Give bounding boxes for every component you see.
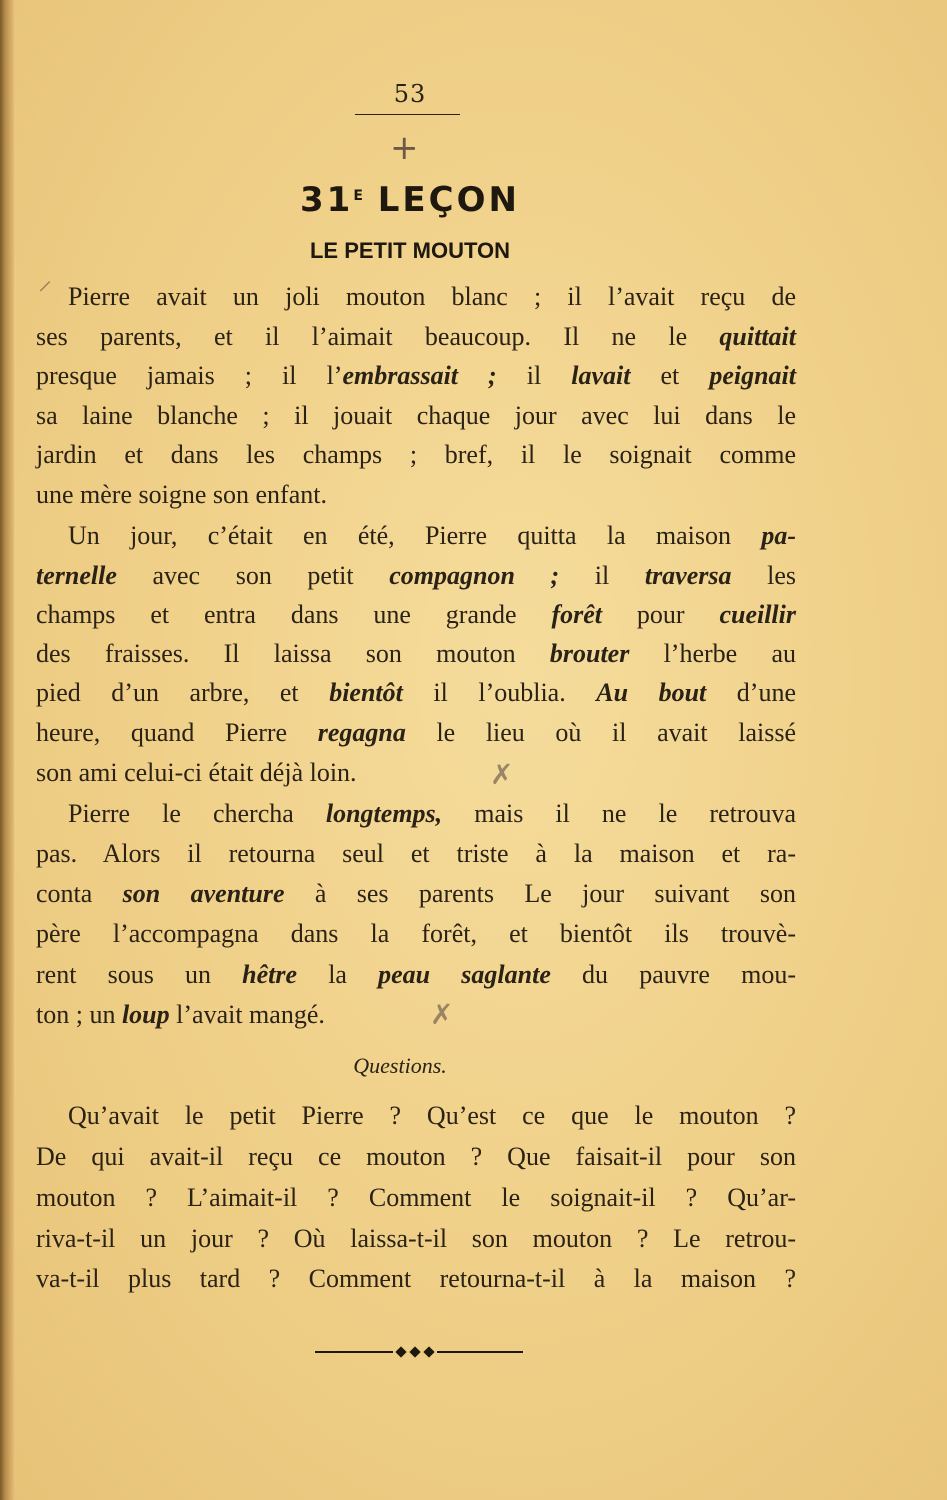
text-line-6: une mère soigne son enfant. [36, 480, 327, 509]
pencil-x-mark-icon: ✗ [430, 998, 454, 1031]
text-line-18: rent sous un hêtre la peau saglante du pauvre mou- [36, 960, 796, 989]
text-line-19: ton ; un loup l’avait mangé. [36, 1000, 325, 1029]
text-line-14: Pierre le chercha longtemps, mais il ne le retrouva [68, 799, 796, 828]
page-number: 53 [393, 80, 427, 108]
text-line-10: des fraisses. Il laissa son mouton brouter l’herbe au [36, 639, 796, 668]
page-number-rule [355, 114, 460, 115]
text-line-16: conta son aventure à ses parents Le jour suivant son [36, 879, 796, 908]
text-line-17: père l’accompagna dans la forêt, et bientôt ils trouvè- [36, 919, 796, 948]
text-line-3: presque jamais ; il l’embrassait ; il lavait et peignait [36, 361, 796, 390]
text-line-15: pas. Alors il retourna seul et triste à la maison et ra- [36, 839, 796, 868]
text-line-9: champs et entra dans une grande forêt pour cueillir [36, 600, 796, 629]
lesson-title: $31^E$ LEÇON [300, 180, 520, 220]
text-line-11: pied d’un arbre, et bientôt il l’oublia. Au bout d’une [36, 678, 796, 707]
lesson-subtitle: LE PETIT MOUTON [309, 238, 511, 263]
text-line-12: heure, quand Pierre regagna le lieu où il avait laissé [36, 718, 796, 747]
question-line-5: va-t-il plus tard ? Comment retourna-t-il à la maison ? [36, 1264, 796, 1293]
text-line-4: sa laine blanche ; il jouait chaque jour avec lui dans le [36, 401, 796, 430]
pencil-cross-mark-icon: + [390, 128, 419, 168]
text-line-5: jardin et dans les champs ; bref, il le soignait comme [36, 440, 796, 469]
text-line-13: son ami celui-ci était déjà loin. [36, 758, 357, 787]
page-binding-edge [0, 0, 14, 1500]
pencil-tick-icon: ⸍ [38, 275, 53, 308]
question-line-3: mouton ? L’aimait-il ? Comment le soignait-il ? Qu’ar- [36, 1183, 796, 1212]
text-line-1: Pierre avait un joli mouton blanc ; il l’avait reçu de [68, 282, 796, 311]
pencil-x-mark-icon: ✗ [490, 758, 514, 791]
text-line-8: ternelle avec son petit compagnon ; il traversa les [36, 561, 796, 590]
questions-heading: Questions. [353, 1053, 447, 1078]
text-line-7: Un jour, c’était en été, Pierre quitta la maison pa- [68, 521, 796, 550]
text-line-2: ses parents, et il l’aimait beaucoup. Il ne le quittait [36, 322, 796, 351]
end-ornament-icon [315, 1349, 523, 1355]
question-line-1: Qu’avait le petit Pierre ? Qu’est ce que le mouton ? [68, 1101, 796, 1130]
question-line-4: riva-t-il un jour ? Où laissa-t-il son mouton ? Le retrou- [36, 1224, 796, 1253]
question-line-2: De qui avait-il reçu ce mouton ? Que faisait-il pour son [36, 1142, 796, 1171]
